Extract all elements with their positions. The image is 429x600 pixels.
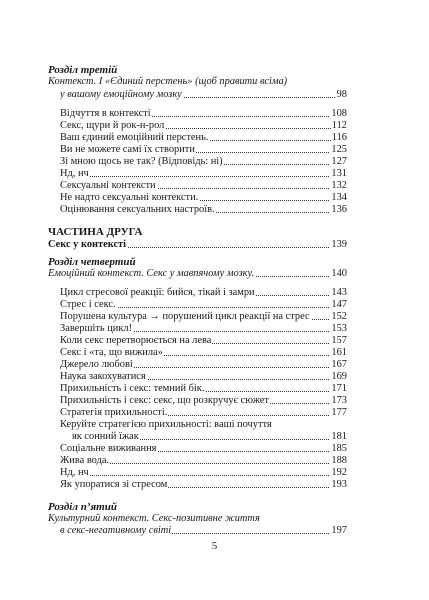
entry-page: 188 xyxy=(331,455,347,466)
toc-entry[interactable] xyxy=(60,455,347,467)
entry-page: 181 xyxy=(331,431,347,442)
page-number: 5 xyxy=(211,540,218,552)
toc-entry[interactable] xyxy=(60,359,347,371)
entry-title: Емоційний контекст. Секс у мавпячому мозку. xyxy=(48,268,255,279)
toc-entry[interactable] xyxy=(60,192,347,204)
toc-entry[interactable] xyxy=(60,311,347,323)
toc-entry[interactable] xyxy=(60,287,347,299)
chapter-3-intro-entry[interactable] xyxy=(60,89,347,101)
toc-entry[interactable] xyxy=(60,180,347,192)
entry-title: Соціальне виживання xyxy=(60,443,157,454)
toc-entry[interactable] xyxy=(60,407,347,419)
entry-page: 125 xyxy=(331,144,347,155)
part-2-heading: ЧАСТИНА ДРУГА xyxy=(48,226,143,238)
entry-page: 192 xyxy=(331,467,347,478)
part-2-entry[interactable] xyxy=(48,239,347,251)
entry-page: 108 xyxy=(331,108,347,119)
entry-title: Ви не можете самі їх створити xyxy=(60,144,195,155)
entry-title: Сексуальні контексти xyxy=(60,180,156,191)
entry-title: Порушена культура → порушений цикл реакції на стрес xyxy=(60,311,310,322)
entry-page: 161 xyxy=(331,347,347,358)
entry-page: 134 xyxy=(331,192,347,203)
entry-page: 167 xyxy=(331,359,347,370)
entry-page: 177 xyxy=(331,407,347,418)
toc-entry[interactable] xyxy=(60,168,347,180)
toc-entry[interactable] xyxy=(60,467,347,479)
entry-page: 131 xyxy=(331,168,347,179)
entry-page: 127 xyxy=(331,156,347,167)
entry-page: 136 xyxy=(331,204,347,215)
entry-title: Цикл стресової реакції: бийся, тікай і замри xyxy=(60,287,255,298)
entry-page: 143 xyxy=(331,287,347,298)
entry-title: Нд, нч xyxy=(60,168,89,179)
entry-title: Не надто сексуальні контексти. xyxy=(60,192,199,203)
entry-title: Завершіть цикл! xyxy=(60,323,133,334)
toc-entry[interactable] xyxy=(60,347,347,359)
chapter-4-intro-entry[interactable] xyxy=(48,268,347,280)
toc-entry[interactable] xyxy=(60,479,347,491)
toc-entry[interactable] xyxy=(60,299,347,311)
toc-entry[interactable] xyxy=(60,144,347,156)
wrapped-entry-line1: Керуйте стратегією прихильності: ваші почуття xyxy=(60,419,272,430)
entry-page: 132 xyxy=(331,180,347,191)
entry-page: 116 xyxy=(331,132,347,143)
chapter-5-intro-line1: Культурний контекст. Секс-позитивне життя xyxy=(48,513,260,524)
entry-title: Джерело любові xyxy=(60,359,133,370)
entry-page: 171 xyxy=(331,383,347,394)
toc-entry[interactable] xyxy=(60,323,347,335)
toc-entry[interactable] xyxy=(72,431,347,443)
entry-title: Як упоратися зі стресом xyxy=(60,479,168,490)
entry-title: Відчуття в контексті xyxy=(60,108,151,119)
entry-title: Стрес і секс. xyxy=(60,299,116,310)
chapter-4-heading: Розділ четвертий xyxy=(48,256,136,268)
entry-title: в секс-негативному світі xyxy=(60,525,172,536)
entry-title: Зі мною щось не так? (Відповідь: ні) xyxy=(60,156,223,167)
entry-title: Ваш єдиний емоційний перстень. xyxy=(60,132,209,143)
entry-page: 173 xyxy=(331,395,347,406)
toc-entry[interactable] xyxy=(60,204,347,216)
entry-page: 157 xyxy=(331,335,347,346)
entry-page: 152 xyxy=(331,311,347,322)
entry-page: 185 xyxy=(331,443,347,454)
entry-title: Секс, щури й рок-н-рол xyxy=(60,120,165,131)
entry-page: 153 xyxy=(331,323,347,334)
entry-title: Жива вода. xyxy=(60,455,110,466)
entry-title: Прихильність і секс: секс, що розкручує сюжет xyxy=(60,395,269,406)
toc-entry[interactable] xyxy=(60,371,347,383)
chapter-5-heading: Розділ п’ятий xyxy=(48,501,117,513)
entry-title: Нд, нч xyxy=(60,467,89,478)
toc-entry[interactable] xyxy=(60,443,347,455)
entry-title: Стратегія прихильності. xyxy=(60,407,168,418)
chapter-3-intro-line1: Контекст. І «Єдиний перстень» (щоб правити всіма) xyxy=(48,76,288,87)
toc-entry[interactable] xyxy=(60,383,347,395)
entry-page: 193 xyxy=(331,479,347,490)
entry-page: 147 xyxy=(331,299,347,310)
entry-page: 139 xyxy=(331,239,347,250)
entry-title: Секс і «та, що вижила» xyxy=(60,347,163,358)
entry-page: 112 xyxy=(331,120,347,131)
entry-title: як сонний їжак xyxy=(72,431,139,442)
toc-entry[interactable] xyxy=(60,335,347,347)
entry-title: у вашому емоційному мозку xyxy=(60,89,182,100)
toc-entry[interactable] xyxy=(60,132,347,144)
entry-title: Прихильність і секс: темний бік. xyxy=(60,383,205,394)
entry-title: Оцінювання сексуальних настроїв. xyxy=(60,204,215,215)
toc-entry[interactable] xyxy=(60,395,347,407)
entry-page: 197 xyxy=(331,525,347,536)
chapter-3-heading: Розділ третій xyxy=(48,64,118,76)
entry-title: Коли секс перетворюється на лева xyxy=(60,335,212,346)
entry-title: Секс у контексті xyxy=(48,239,127,250)
chapter-5-intro-entry[interactable] xyxy=(60,525,347,537)
toc-entry[interactable] xyxy=(60,156,347,168)
toc-entry[interactable] xyxy=(60,120,347,132)
entry-page: 169 xyxy=(331,371,347,382)
entry-page: 140 xyxy=(331,268,347,279)
entry-title: Наука закохуватися xyxy=(60,371,146,382)
entry-page: 98 xyxy=(336,89,347,100)
toc-entry[interactable] xyxy=(60,108,347,120)
